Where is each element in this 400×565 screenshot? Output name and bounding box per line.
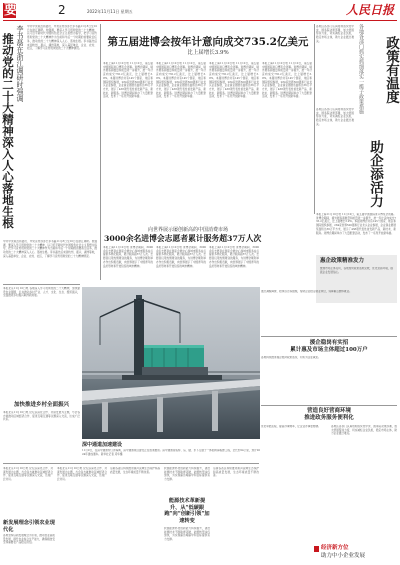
bottom-story-2-title: 新发展理念引领农业现代化 <box>3 520 55 533</box>
right-body-upper: 各地区各部门认真贯彻落实党中央、国务院决策部署，加大纾困帮扶力度，切实减轻企业负担，稳定市场主体，助力企业渡过难关。 <box>316 108 354 126</box>
newspaper-logo: 人民日报 <box>346 3 395 17</box>
second-body-col1: 本报上海11月10日电 进博会期间，3000余名志愿者在国家会展中心和城市服务站点提供多样化服务，累计服务超37万人次。志愿者们用热情周到的服务，为进博会顺利举办作出积极贡献，向世界展示了中国青年的良好形象和开放包容的城市精神。 <box>103 246 153 268</box>
bottom-story-1-body: 本报北京11月10日电 论坛以深化合作、共谋发展为主题，与会各方就推动区域经济合作、促进互联互通等议题深入交流，达成广泛共识。 <box>3 467 53 482</box>
footer-column-label <box>314 545 397 563</box>
left-body-lower: 中共中央政治局委员、中央宣传部部长李书磊11月8日至10日在浙江调研。他强调，要深入学习贯彻党的二十大精神，以习近平新时代中国特色社会主义思想为指导，把学习宣传贯彻党的二十大精神作为当前和今后一个时期的首要政治任务，推动党的二十大精神深入人心、落地生根。李书磊先后来到杭州、嘉兴、湖州等地，深入基层单位、企业、农村、社区，了解学习宣传贯彻党的二十大精神情况。 <box>3 240 97 258</box>
bottom-story-3-body-top: 我国能源科技创新能力持续提升，清洁能源技术不断取得突破，能源转型步伐加快，为实现碳达峰碳中和目标提供有力支撑。 <box>164 467 210 482</box>
main-subhead: 比上届增长3.9% <box>187 50 229 56</box>
photo-bottom-rule <box>3 463 259 464</box>
second-body-col3: 本报上海11月10日电 进博会期间，3000余名志愿者在国家会展中心和城市服务站点提供多样化服务，累计服务超37万人次。志愿者们用热情周到的服务，为进博会顺利举办作出积极贡献，向世界展示了中国青年的良好形象和开放包容的城市精神。 <box>209 246 259 268</box>
main-body-col1: 本报上海11月10日电 11月10日，第五届中国国际进口博览会闭幕。进博会期间，境外展客商数量和质量进一步提升，按一年计意向成交735.2亿美元，比上届增长3.9%。本届进博会共有145个国家、地区和国际组织参展，284家世界500强和行业龙头企业参展，企业商业展展览面积达36万平方米，展示了438项代表性首发新产品、新技术、新服务。进博会期间举办了大量配套活动，发布了一系列开放新举措。 <box>103 62 153 99</box>
masthead <box>0 0 400 22</box>
main-body-col2: 本报上海11月10日电 11月10日，第五届中国国际进口博览会闭幕。进博会期间，境外展客商数量和质量进一步提升，按一年计意向成交735.2亿美元，比上届增长3.9%。本届进博会共有145个国家、地区和国际组织参展，284家世界500强和行业龙头企业参展，企业商业展展览面积达36万平方米，展示了438项代表性首发新产品、新技术、新服务。进博会期间举办了大量配套活动，发布了一系列开放新举措。 <box>156 62 206 99</box>
bottom-col-2: 本报北京11月10日电 论坛以深化合作、共谋发展为主题，与会各方就推动区域经济合作、促进互联互通等议题深入交流，达成广泛共识。 <box>57 467 107 482</box>
left-headline: 推动党的二十大精神深入人心落地生根 <box>1 33 15 229</box>
right-sub-title-3: 营造良好营商环境 <box>306 408 351 414</box>
right-headline-2: 助企添活力 <box>367 140 383 208</box>
section-name: 要闻 <box>4 3 31 18</box>
left-divider <box>100 24 101 280</box>
main-body-col4: 本报上海11月10日电 11月10日，第五届中国国际进口博览会闭幕。进博会期间，境外展客商数量和质量进一步提升，按一年计意向成交735.2亿美元，比上届增长3.9%。本届进博会共有145个国家、地区和国际组织参展，284家世界500强和行业龙头企业参展，企业商业展展览面积达36万平方米，展示了438项代表性首发新产品、新技术、新服务。进博会期间举办了大量配套活动，发布了一系列开放新举措。 <box>262 62 312 99</box>
second-kicker: 向世界展示屡创新高的中国消费市场 <box>147 227 228 233</box>
left-body: 中共中央政治局委员、中央宣传部部长李书磊11月8日至10日在浙江调研。他强调，要深入学习贯彻党的二十大精神，以习近平新时代中国特色社会主义思想为指导，把学习宣传贯彻党的二十大精神作为当前和今后一个时期的首要政治任务，推动党的二十大精神深入人心、落地生根。李书磊先后来到杭州、嘉兴、湖州等地，深入基层单位、企业、农村、社区，了解学习宣传贯彻党的二十大精神情况。 <box>27 25 97 51</box>
issue-date: 2022年11月11日 星期五 <box>87 9 133 14</box>
right-headline-1: 政策有温度 <box>383 36 399 104</box>
bottom-story-2-body: 各地坚持以新发展理念为引领，推动农业高质量发展，提升农业综合生产能力，确保粮食安全和重要农产品稳定供给。 <box>3 534 55 545</box>
left-lower-body: 本报北京11月10日电 各地深入学习贯彻党的二十大精神，加快建设农业强国，扎实推动乡村产业、人才、文化、生态、组织振兴，全面推进乡村振兴取得新进展。 <box>3 287 80 298</box>
right-mid-rule-2 <box>261 405 397 406</box>
policy-box-title: 惠企政策精准发力 <box>320 258 365 264</box>
right-sub-title-3b: 推进政务服务便利化 <box>304 415 354 421</box>
right-sub-body-3b: 各地区各部门认真贯彻落实党中央、国务院决策部署，加大纾困帮扶力度，切实减轻企业负担，稳定市场主体，助力企业渡过难关。 <box>331 425 397 436</box>
bridge-photo-image <box>82 287 260 439</box>
left-lower-rule <box>3 284 80 285</box>
page-number: 2 <box>58 3 66 17</box>
photo-caption-title: 深中通道加速建设 <box>82 442 123 448</box>
mid-right-body: 本报上海11月10日电 11月10日，第五届中国国际进口博览会闭幕。进博会期间，境外展客商数量和质量进一步提升，按一年计意向成交735.2亿美元，比上届增长3.9%。本届进博会共有145个国家、地区和国际组织参展，284家世界500强和行业龙头企业参展，企业商业展展览面积达36万平方米，展示了438项代表性首发新产品、新技术、新服务。进博会期间举办了大量配套活动，发布了一系列开放新举措。 <box>316 213 396 235</box>
main-body-col3: 本报上海11月10日电 11月10日，第五届中国国际进口博览会闭幕。进博会期间，境外展客商数量和质量进一步提升，按一年计意向成交735.2亿美元，比上届增长3.9%。本届进博会共有145个国家、地区和国际组织参展，284家世界500强和行业龙头企业参展，企业商业展展览面积达36万平方米，展示了438项代表性首发新产品、新技术、新服务。进博会期间举办了大量配套活动，发布了一系列开放新举措。 <box>209 62 259 99</box>
left-lower-body-2: 本报北京11月10日电 论坛以深化合作、共谋发展为主题，与会各方就推动区域经济合作、促进互联互通等议题深入交流，达成广泛共识。 <box>3 411 80 422</box>
masthead-rule <box>3 20 397 21</box>
footer-label-marker <box>314 546 319 552</box>
footer-label: 经济新方位 <box>321 545 349 551</box>
policy-box-body: 聚焦市场主体关切，各地加快政策落地见效，优化营商环境，提振企业发展信心。 <box>320 267 393 274</box>
right-sub-title-2b: 累计惠及市场主体超过100万户 <box>290 347 368 353</box>
left-lower-headline: 加快推进乡村全面振兴 <box>13 402 69 408</box>
bridge-photo <box>82 287 260 439</box>
footer-headline: 助力中小企业发展 <box>321 553 366 559</box>
right-sub-body-2: 各地持续推进援企稳岗政策落实，切实为企业减负。 <box>261 356 321 359</box>
second-headline: 3000余名进博会志愿者累计服务超37万人次 <box>104 234 262 243</box>
main-right-divider <box>314 24 315 214</box>
right-body-mid: 通过减税降费、稳岗返还等措施，帮助企业稳定就业岗位，保障重点群体就业。 <box>261 290 352 293</box>
main-headline: 第五届进博会按年计意向成交735.2亿美元 <box>107 36 309 48</box>
second-body-col2: 本报上海11月10日电 进博会期间，3000余名志愿者在国家会展中心和城市服务站点提供多样化服务，累计服务超37万人次。志愿者们用热情周到的服务，为进博会顺利举办作出积极贡献，向世界展示了中国青年的良好形象和开放包容的城市精神。 <box>156 246 206 268</box>
right-sub-title-2: 援企稳岗有实招 <box>309 340 349 346</box>
bottom-story-3-title: 能源技术革新提升、从“低碳跟跑”向“创新引领”加速转变 <box>164 498 210 524</box>
photo-caption-body: 11月9日，在深中通道伶仃洋海域，深中通道项目建设正在加速推进。深中通道是集桥、岛、隧、水下互通于一体的跨海集群工程，全长约24公里，预计2024年建成通车。新华社记者 邓华摄 <box>82 449 260 456</box>
right-intro: 各地区各部门认真贯彻落实党中央、国务院决策部署，加大纾困帮扶力度，切实减轻企业负担，稳定市场主体，助力企业渡过难关。 <box>316 25 354 43</box>
right-sub-body-3a: 优化审批流程，提高办事效率，让企业办事更便捷。 <box>261 425 321 428</box>
bottom-col-3: 沿黄各省区持续推进黄河流域生态保护和高质量发展，生态环境质量不断改善。 <box>110 467 160 474</box>
left-kicker: 李书磊在浙江调研时强调 <box>16 25 24 102</box>
bottom-col-5: 沿黄各省区持续推进黄河流域生态保护和高质量发展，生态环境质量不断改善。 <box>213 467 259 478</box>
right-kicker: 各地各部门抓实抓细落实一揽子政策措施 <box>358 24 364 114</box>
right-mid-rule <box>261 336 397 337</box>
bottom-story-3-body: 我国能源科技创新能力持续提升，清洁能源技术不断取得突破，能源转型步伐加快，为实现碳达峰碳中和目标提供有力支撑。 <box>164 527 210 542</box>
